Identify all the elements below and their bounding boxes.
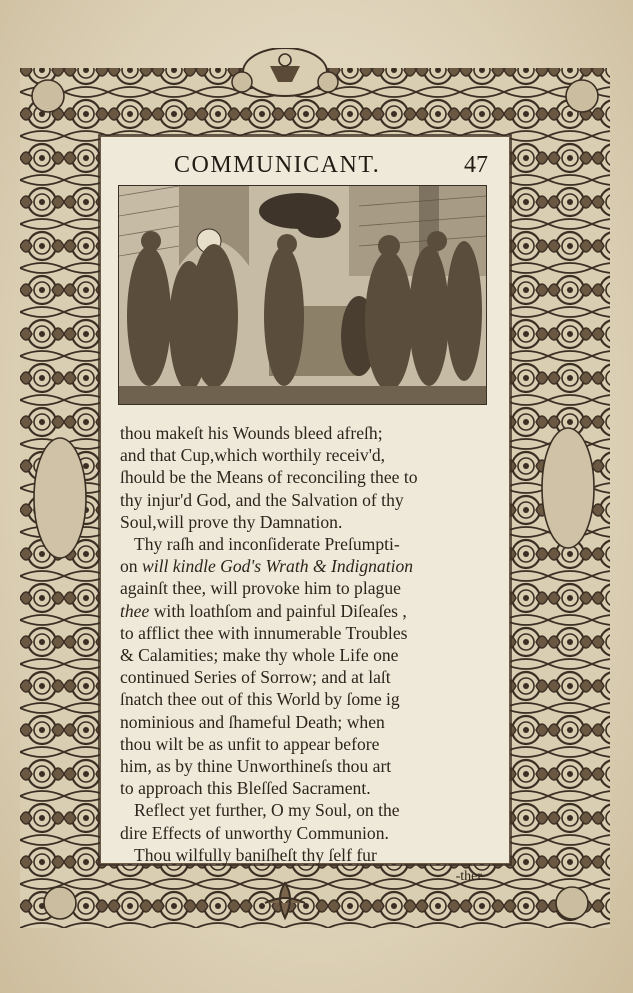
text-line <box>120 600 486 622</box>
text-line: Thou wilfully baniſheſt thy ſelf fur <box>134 844 377 865</box>
running-head <box>118 148 488 182</box>
italic-text: will kindle God's Wrath & Indignation <box>142 556 414 577</box>
text-fragment: on <box>120 556 142 577</box>
text-fragment: with loathſom and painful Diſeaſes , <box>153 600 407 621</box>
page-number: 47 <box>464 151 488 178</box>
text-line: to approach this Bleſſed Sacrament. <box>120 778 371 799</box>
text-line: ſnatch thee out of this World by ſome ig <box>120 689 400 710</box>
text-line: continued Series of Sorrow; and at laſt <box>120 667 391 688</box>
text-line: nominious and ſhameful Death; when <box>120 711 385 732</box>
text-line: to afflict thee with innumerable Troubles <box>120 622 408 643</box>
text-line <box>120 555 486 577</box>
page-title: COMMUNICANT. <box>174 151 381 178</box>
text-line: & Calamities; make thy whole Life one <box>120 645 399 666</box>
text-line: Soul,will prove thy Damnation. <box>120 511 343 532</box>
text-line: dire Effects of unworthy Communion. <box>120 822 389 843</box>
italic-text-line: againſt thee, will provoke him to plague <box>120 578 401 599</box>
body-text <box>120 422 486 886</box>
text-line: ſhould be the Means of reconciling thee to <box>120 467 418 488</box>
italic-text: thee <box>120 600 150 621</box>
text-line: Reflect yet further, O my Soul, on the <box>134 800 400 821</box>
text-line: thy injur'd God, and the Salvation of thy <box>120 489 404 510</box>
text-line: Thy raſh and inconſiderate Preſumpti- <box>134 534 400 555</box>
text-line: thou wilt be as unfit to appear before <box>120 733 380 754</box>
text-line: and that Cup,which worthily receiv'd, <box>120 445 386 466</box>
text-line: him, as by thine Unworthineſs thou art <box>120 756 392 777</box>
engraved-illustration <box>118 185 487 405</box>
text-line: thou makeſt his Wounds bleed afreſh; <box>120 423 383 443</box>
catchword: -ther <box>455 869 482 885</box>
